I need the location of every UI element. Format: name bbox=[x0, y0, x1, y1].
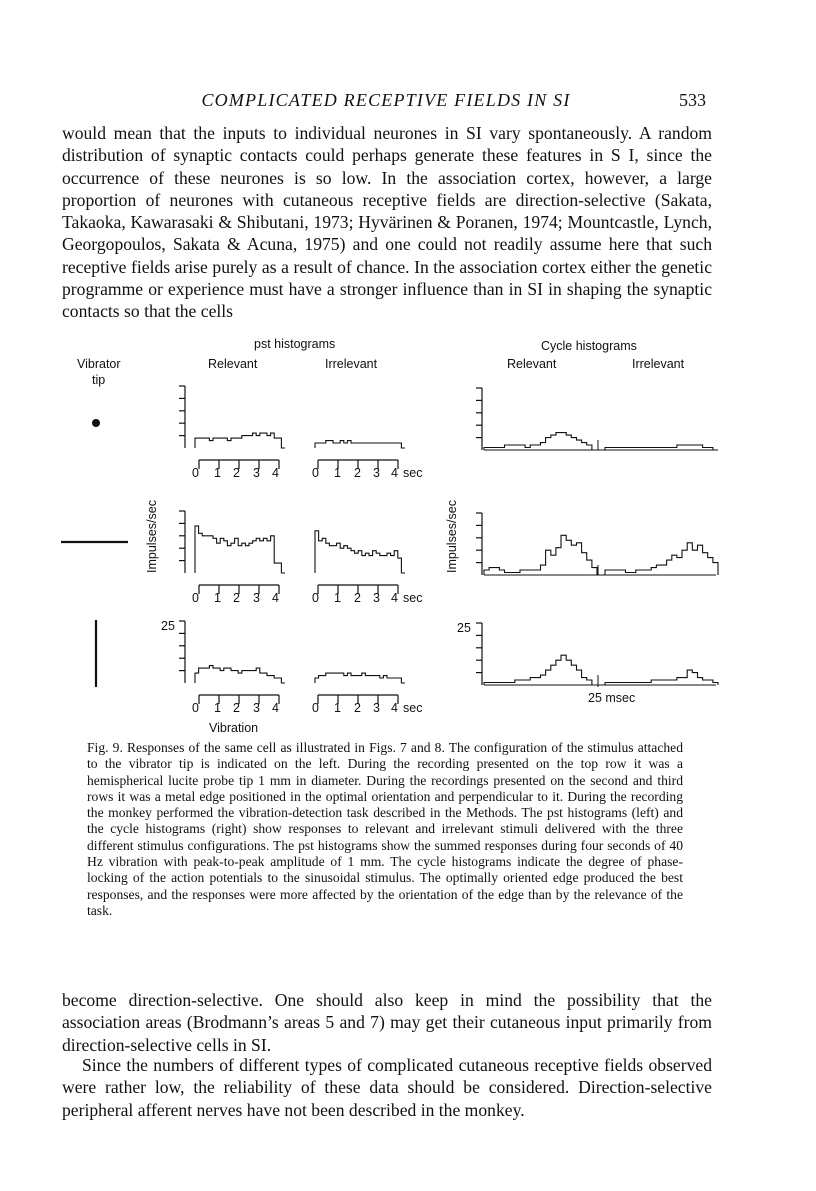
cycle-title: Cycle histograms bbox=[541, 339, 637, 353]
body-paragraph-bottom-2: Since the numbers of different types of complicated cutaneous receptive fields observed were rather low, the reliability of these data should be considered. Direction-selective peripheral afferent nerves have not been described in the monkey. bbox=[62, 1055, 712, 1120]
tick-label: 2 bbox=[233, 701, 240, 715]
tick-label: 1 bbox=[214, 701, 221, 715]
sec-label: sec bbox=[403, 701, 423, 715]
pst-series-row-2-relevant bbox=[195, 526, 285, 573]
page-number: 533 bbox=[679, 90, 706, 110]
cycle-series-row-3-irrelevant bbox=[605, 670, 718, 685]
tick-label: 4 bbox=[391, 591, 398, 605]
pst-series-row-3-irrelevant bbox=[315, 673, 405, 683]
pst-series-row-3-relevant bbox=[195, 666, 285, 683]
running-title: COMPLICATED RECEPTIVE FIELDS IN SI bbox=[201, 90, 571, 110]
figure-caption bbox=[87, 740, 683, 919]
tick-label: 2 bbox=[354, 591, 361, 605]
page-header bbox=[62, 90, 710, 116]
tick-label: 0 bbox=[192, 466, 199, 480]
tick-label: 2 bbox=[354, 701, 361, 715]
cycle-y-max-label: 25 bbox=[457, 621, 471, 635]
tick-label: 2 bbox=[233, 591, 240, 605]
tick-label: 4 bbox=[272, 591, 279, 605]
vibrator-label: Vibrator bbox=[77, 357, 121, 371]
time-labels-row-2 bbox=[192, 591, 422, 605]
tick-label: 4 bbox=[272, 466, 279, 480]
tick-label: 0 bbox=[192, 591, 199, 605]
time-labels-row-1 bbox=[192, 466, 422, 480]
pst-y-axis-label: Impulses/sec bbox=[145, 500, 159, 573]
pst-relevant-label: Relevant bbox=[208, 357, 258, 371]
pst-y-max-label: 25 bbox=[161, 619, 175, 633]
tick-label: 1 bbox=[334, 591, 341, 605]
vibration-label: Vibration bbox=[209, 721, 259, 735]
tick-label: 1 bbox=[214, 591, 221, 605]
vibrator-tip-label: tip bbox=[92, 373, 106, 387]
tick-label: 3 bbox=[253, 466, 260, 480]
tick-label: 0 bbox=[312, 591, 319, 605]
cycle-msec-label: 25 msec bbox=[588, 691, 636, 705]
tick-label: 3 bbox=[253, 701, 260, 715]
tick-label: 0 bbox=[312, 701, 319, 715]
tick-label: 0 bbox=[192, 701, 199, 715]
tick-label: 3 bbox=[373, 466, 380, 480]
sec-label: sec bbox=[403, 591, 423, 605]
cycle-series-row-1-relevant bbox=[484, 433, 597, 450]
figure-9 bbox=[0, 330, 816, 735]
sec-label: sec bbox=[403, 466, 423, 480]
tick-label: 0 bbox=[312, 466, 319, 480]
caption-text: Responses of the same cell as illustrated in Figs. 7 and 8. The configuration of the stimulus attached to the vibrator tip is indicated on the left. During the recording presented on the top row it was a hemispherical lucite probe tip 1 mm in diameter. During the recordings presented on the second and third rows it was a metal edge positioned in the optimal orientation and perpendicular to it. During the recording the monkey performed the vibration-detection task described in the Methods. The pst histograms (left) and the cycle histograms (right) show responses to relevant and irrelevant stimuli delivered with the three different stimulus configurations. The pst histograms show the summed responses during four seconds of 40 Hz vibration with peak-to-peak amplitude of 1 mm. The cycle histograms indicate the degree of phase-locking of the action potentials to the sinusoidal stimulus. The optimally oriented edge produced the best responses, and the responses were more affected by the orientation of the edge than by the relevance of the task. bbox=[87, 740, 683, 918]
cycle-relevant-label: Relevant bbox=[507, 357, 557, 371]
cycle-series-row-2-relevant bbox=[484, 535, 597, 575]
pst-series-row-1-irrelevant bbox=[315, 441, 405, 448]
tick-label: 4 bbox=[272, 701, 279, 715]
cycle-series-row-3-relevant bbox=[484, 655, 597, 685]
cycle-irrelevant-label: Irrelevant bbox=[632, 357, 685, 371]
pst-series-row-1-relevant bbox=[195, 433, 285, 448]
tick-label: 4 bbox=[391, 701, 398, 715]
pst-series-row-2-irrelevant bbox=[315, 531, 405, 573]
tick-label: 4 bbox=[391, 466, 398, 480]
time-labels-row-3 bbox=[192, 701, 422, 715]
cycle-y-axis-label: Impulses/sec bbox=[445, 500, 459, 573]
tick-label: 1 bbox=[334, 701, 341, 715]
tick-label: 1 bbox=[334, 466, 341, 480]
caption-label: Fig. 9. bbox=[87, 740, 123, 755]
tick-label: 2 bbox=[233, 466, 240, 480]
body-paragraph-bottom-1: become direction-selective. One should also keep in mind the possibility that the association areas (Brodmann’s areas 5 and 7) may get their cutaneous input primarily from direction-selective cells in SI. bbox=[62, 990, 712, 1055]
pst-title: pst histograms bbox=[254, 337, 336, 351]
tick-label: 3 bbox=[373, 701, 380, 715]
tick-label: 1 bbox=[214, 466, 221, 480]
body-paragraph-top: would mean that the inputs to individual neurones in SI vary spontaneously. A random distribution of synaptic contacts could perhaps generate these features in S I, since the occurrence of these neurones is so low. In the association cortex, however, a large proportion of neurones with cutaneous receptive fields are direction-selective (Sakata, Takaoka, Kawarasaki & Shibutani, 1973; Hyvärinen & Poranen, 1974; Mountcastle, Lynch, Georgopoulos, Sakata & Acuna, 1975) and one could not readily assume here that such receptive fields arise purely as a result of chance. In the association cortex either the genetic programme or experience must have a stronger influence than in SI in shaping the synaptic contacts so that the cells bbox=[62, 123, 712, 322]
tick-label: 3 bbox=[253, 591, 260, 605]
tick-label: 2 bbox=[354, 466, 361, 480]
pst-irrelevant-label: Irrelevant bbox=[325, 357, 378, 371]
cycle-series-row-2-irrelevant bbox=[605, 543, 718, 575]
probe-tip-dot-icon bbox=[92, 419, 100, 427]
cycle-series-row-1-irrelevant bbox=[605, 445, 718, 450]
tick-label: 3 bbox=[373, 591, 380, 605]
